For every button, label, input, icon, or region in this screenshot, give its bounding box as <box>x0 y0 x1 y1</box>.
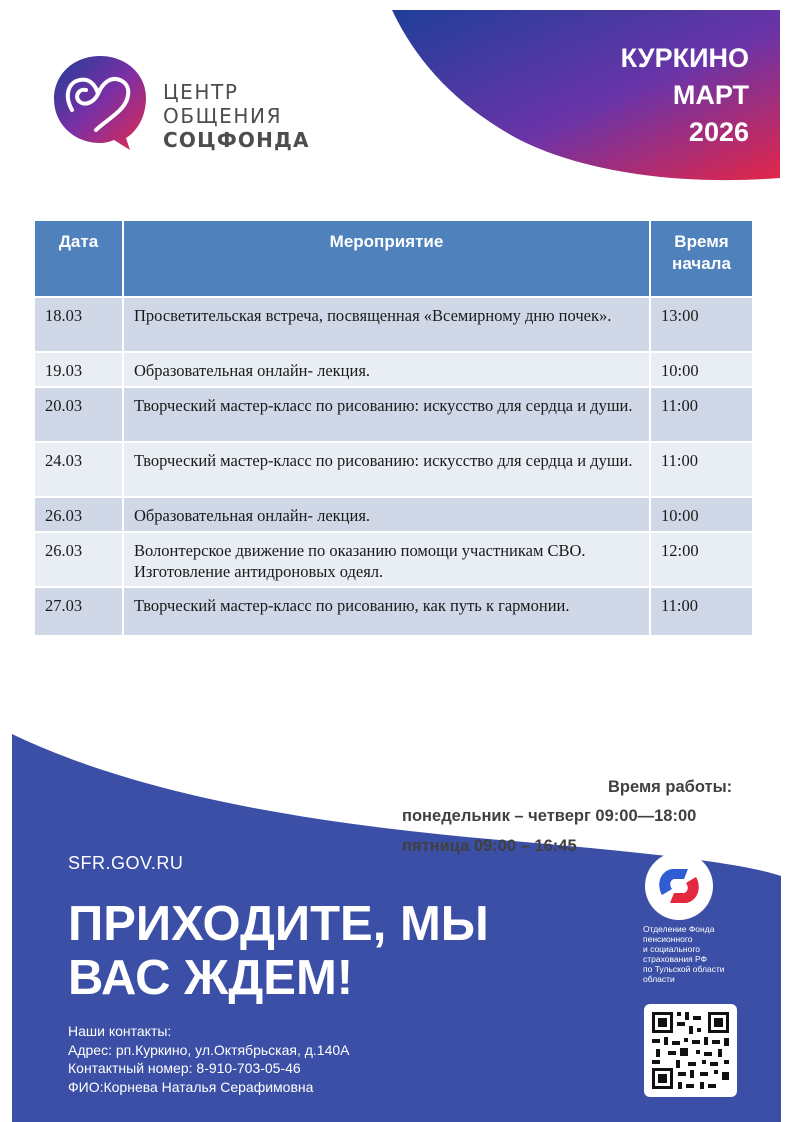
working-hours-weekdays: понедельник – четверг 09:00—18:00 <box>402 807 697 825</box>
table-row <box>35 587 752 635</box>
header-location-date <box>621 40 749 151</box>
cell-time: 10:00 <box>650 352 752 387</box>
table-row <box>35 352 752 387</box>
cell-date: 19.03 <box>35 352 123 387</box>
working-hours-title: Время работы: <box>608 778 733 796</box>
sfr-caption-line-3: и социального <box>643 944 700 954</box>
header-event: Мероприятие <box>123 221 650 297</box>
table-row <box>35 442 752 497</box>
cell-time: 13:00 <box>650 297 752 352</box>
logo-line-1: ЦЕНТР <box>163 80 239 104</box>
contacts-person: ФИО:Корнева Наталья Серафимовна <box>68 1078 314 1095</box>
slogan-line-1: ПРИХОДИТЕ, МЫ <box>68 897 489 951</box>
cell-date: 20.03 <box>35 387 123 442</box>
slogan-line-2: ВАС ЖДЕМ! <box>68 951 354 1005</box>
sfr-caption-line-6: области <box>643 974 675 984</box>
table-header-row <box>35 221 752 297</box>
cell-date: 24.03 <box>35 442 123 497</box>
cell-time: 11:00 <box>650 587 752 635</box>
cell-event: Волонтерское движение по оказанию помощи участникам СВО. Изготовление антидроновых одеял. <box>123 532 650 587</box>
header-month: МАРТ <box>672 80 749 110</box>
cell-event: Образовательная онлайн- лекция. <box>123 497 650 532</box>
sfr-logo-icon <box>644 851 714 921</box>
cell-event: Просветительская встреча, посвященная «Всемирному дню почек». <box>123 297 650 352</box>
cell-time: 11:00 <box>650 387 752 442</box>
sfr-caption <box>643 924 725 984</box>
table-row <box>35 532 752 587</box>
cell-date: 27.03 <box>35 587 123 635</box>
sfr-caption-line-4: страхования РФ <box>643 954 708 964</box>
cell-time: 10:00 <box>650 497 752 532</box>
website-link[interactable]: SFR.GOV.RU <box>68 853 184 873</box>
logo-line-3: СОЦФОНДА <box>163 128 310 152</box>
cell-event: Творческий мастер-класс по рисованию, как путь к гармонии. <box>123 587 650 635</box>
table-row <box>35 387 752 442</box>
logo-line-2: ОБЩЕНИЯ <box>163 104 283 128</box>
sfr-caption-line-5: по Тульской области <box>643 964 725 974</box>
sfr-caption-line-2: пенсионного <box>643 934 693 944</box>
cell-date: 26.03 <box>35 532 123 587</box>
header-year: 2026 <box>688 117 749 147</box>
cell-time: 11:00 <box>650 442 752 497</box>
slogan <box>68 897 489 1005</box>
cell-event: Творческий мастер-класс по рисованию: искусство для сердца и души. <box>123 387 650 442</box>
cell-date: 26.03 <box>35 497 123 532</box>
sfr-caption-line-1: Отделение Фонда <box>643 924 715 934</box>
cell-time: 12:00 <box>650 532 752 587</box>
table-row <box>35 497 752 532</box>
working-hours-friday: пятница 09:00 – 16:45 <box>402 837 577 855</box>
contacts-phone: Контактный номер: 8-910-703-05-46 <box>68 1060 301 1076</box>
contacts-block <box>68 1022 350 1096</box>
table-row <box>35 297 752 352</box>
contacts-heading: Наши контакты: <box>68 1023 172 1039</box>
heart-chat-logo-icon <box>50 52 150 154</box>
header-date: Дата <box>35 221 123 297</box>
logo-wordmark <box>163 80 310 152</box>
schedule-table <box>35 221 752 635</box>
header-time: Время начала <box>650 221 752 297</box>
contacts-address: Адрес: рп.Куркино, ул.Октябрьская, д.140А <box>68 1041 350 1058</box>
qr-code-icon[interactable] <box>644 1004 737 1097</box>
cell-event: Образовательная онлайн- лекция. <box>123 352 650 387</box>
cell-event: Творческий мастер-класс по рисованию: искусство для сердца и души. <box>123 442 650 497</box>
cell-date: 18.03 <box>35 297 123 352</box>
header-location: КУРКИНО <box>620 43 749 73</box>
